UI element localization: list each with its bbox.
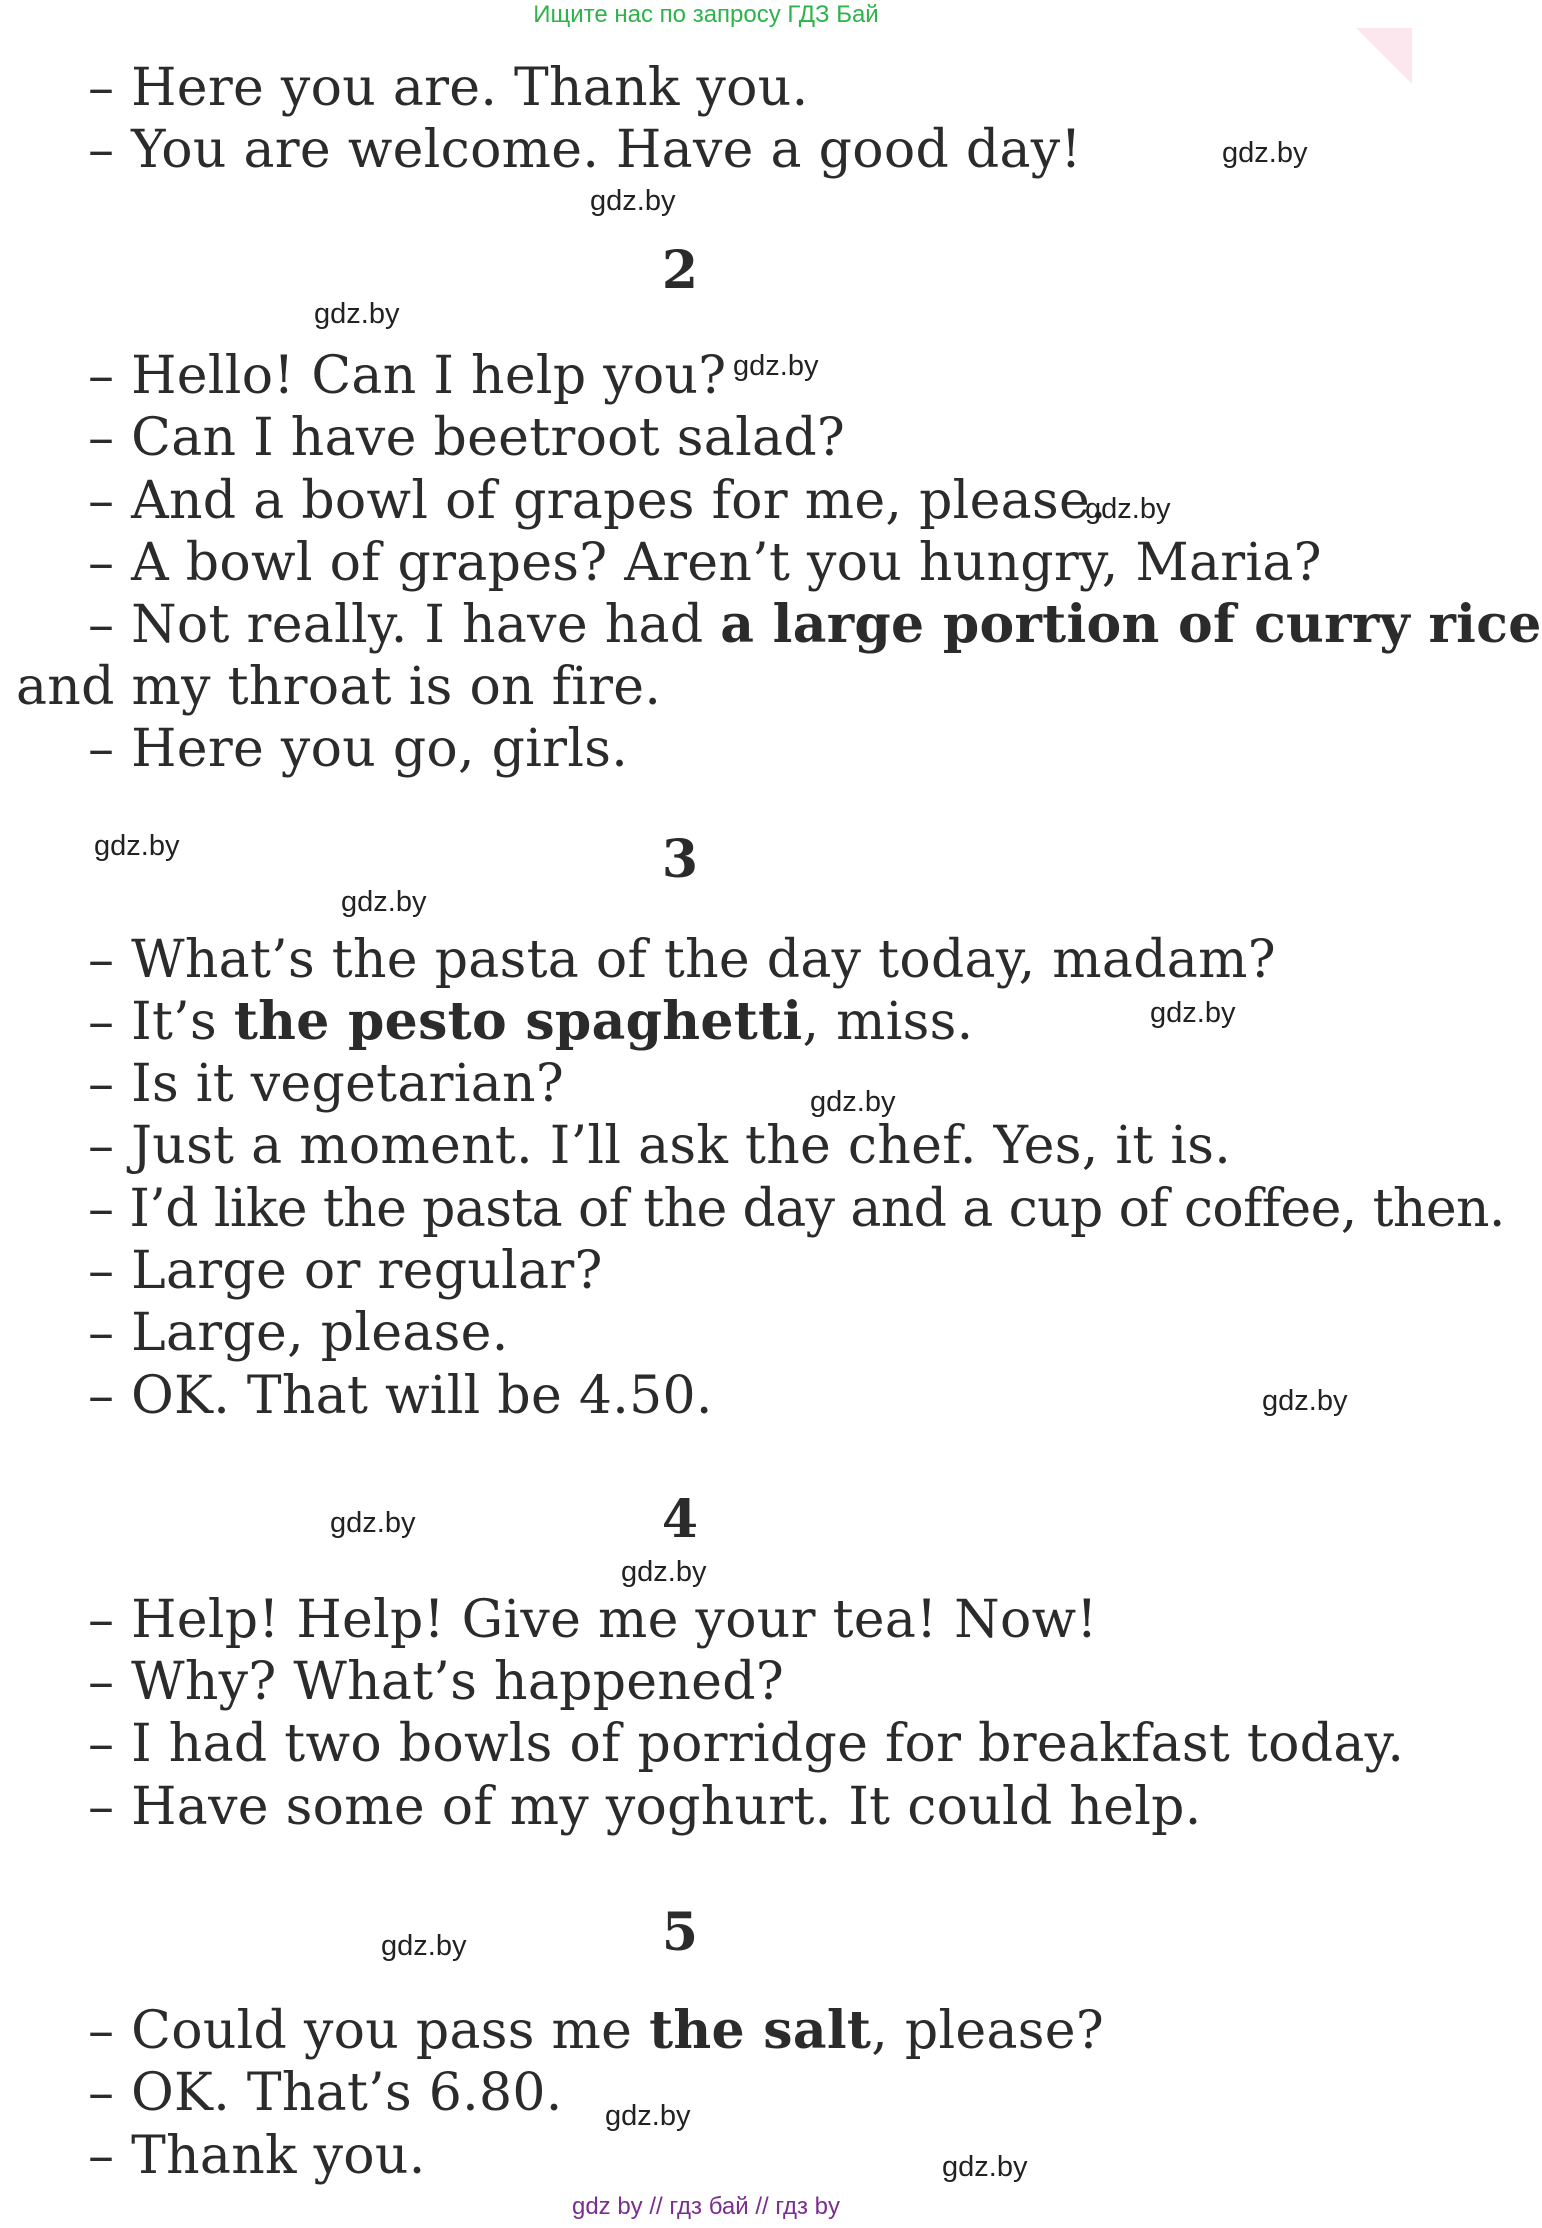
dialog-line: – And a bowl of grapes for me, please. [88, 471, 1107, 531]
dialog-line: – Thank you. [88, 2126, 426, 2186]
dialog-bold-phrase: the salt [649, 2000, 872, 2061]
dialog-line: – What’s the pasta of the day today, madam? [88, 930, 1276, 990]
footer-links[interactable]: gdz by // гдз бай // гдз by [571, 2193, 841, 2220]
watermark: gdz.by [94, 830, 180, 862]
dialog-text: – Could you pass me [88, 2001, 650, 2061]
dialog-line [88, 991, 973, 1053]
top-banner[interactable]: Ищите нас по запросу ГДЗ Бай [533, 1, 879, 28]
dialog-line: – Have some of my yoghurt. It could help. [88, 1777, 1202, 1837]
watermark: gdz.by [590, 185, 676, 217]
section-heading-5: 5 [661, 1902, 699, 1963]
section-heading-2: 2 [661, 240, 699, 301]
dialog-line: – I had two bowls of porridge for breakfast today. [88, 1714, 1405, 1774]
page-corner-decoration [1356, 28, 1412, 84]
dialog-line: – You are welcome. Have a good day! [88, 120, 1082, 180]
watermark: gdz.by [733, 350, 819, 382]
watermark: gdz.by [810, 1086, 896, 1118]
dialog-text: – It’s [88, 992, 234, 1052]
dialog-bold-phrase: the pesto spaghetti [233, 991, 803, 1052]
section-heading-3: 3 [661, 829, 699, 890]
watermark: gdz.by [314, 298, 400, 330]
watermark: gdz.by [1085, 493, 1171, 525]
dialog-line: – Large, please. [88, 1303, 509, 1363]
watermark: gdz.by [605, 2100, 691, 2132]
section-heading-4: 4 [661, 1489, 699, 1550]
dialog-line [88, 2000, 1104, 2062]
dialog-bold-phrase: a large portion of curry rice [720, 594, 1542, 655]
dialog-line: – Large or regular? [88, 1241, 603, 1301]
dialog-line: – I’d like the pasta of the day and a cup of coffee, then. [88, 1179, 1505, 1239]
watermark: gdz.by [1150, 997, 1236, 1029]
watermark: gdz.by [330, 1507, 416, 1539]
watermark: gdz.by [1262, 1385, 1348, 1417]
watermark: gdz.by [341, 886, 427, 918]
watermark: gdz.by [942, 2151, 1028, 2183]
dialog-line: – Is it vegetarian? [88, 1054, 565, 1114]
watermark: gdz.by [1222, 137, 1308, 169]
dialog-line: – Hello! Can I help you? [88, 346, 727, 406]
dialog-line: – Why? What’s happened? [88, 1652, 785, 1712]
dialog-text: , please? [871, 2001, 1105, 2061]
dialog-line: – OK. That will be 4.50. [88, 1366, 713, 1426]
dialog-line-continued: and my throat is on fire. [16, 657, 662, 717]
watermark: gdz.by [381, 1930, 467, 1962]
dialog-text: – Not really. I have had [88, 595, 721, 655]
dialog-line: – Can I have beetroot salad? [88, 408, 846, 468]
dialog-line: – Here you go, girls. [88, 719, 629, 779]
dialog-line: – A bowl of grapes? Aren’t you hungry, Maria? [88, 533, 1322, 593]
watermark: gdz.by [621, 1556, 707, 1588]
dialog-line: – OK. That’s 6.80. [88, 2063, 563, 2123]
dialog-line: – Here you are. Thank you. [88, 58, 809, 118]
dialog-text: , miss. [802, 992, 974, 1052]
dialog-line [88, 594, 1542, 656]
dialog-line: – Just a moment. I’ll ask the chef. Yes, it is. [88, 1116, 1232, 1176]
dialog-line: – Help! Help! Give me your tea! Now! [88, 1590, 1098, 1650]
